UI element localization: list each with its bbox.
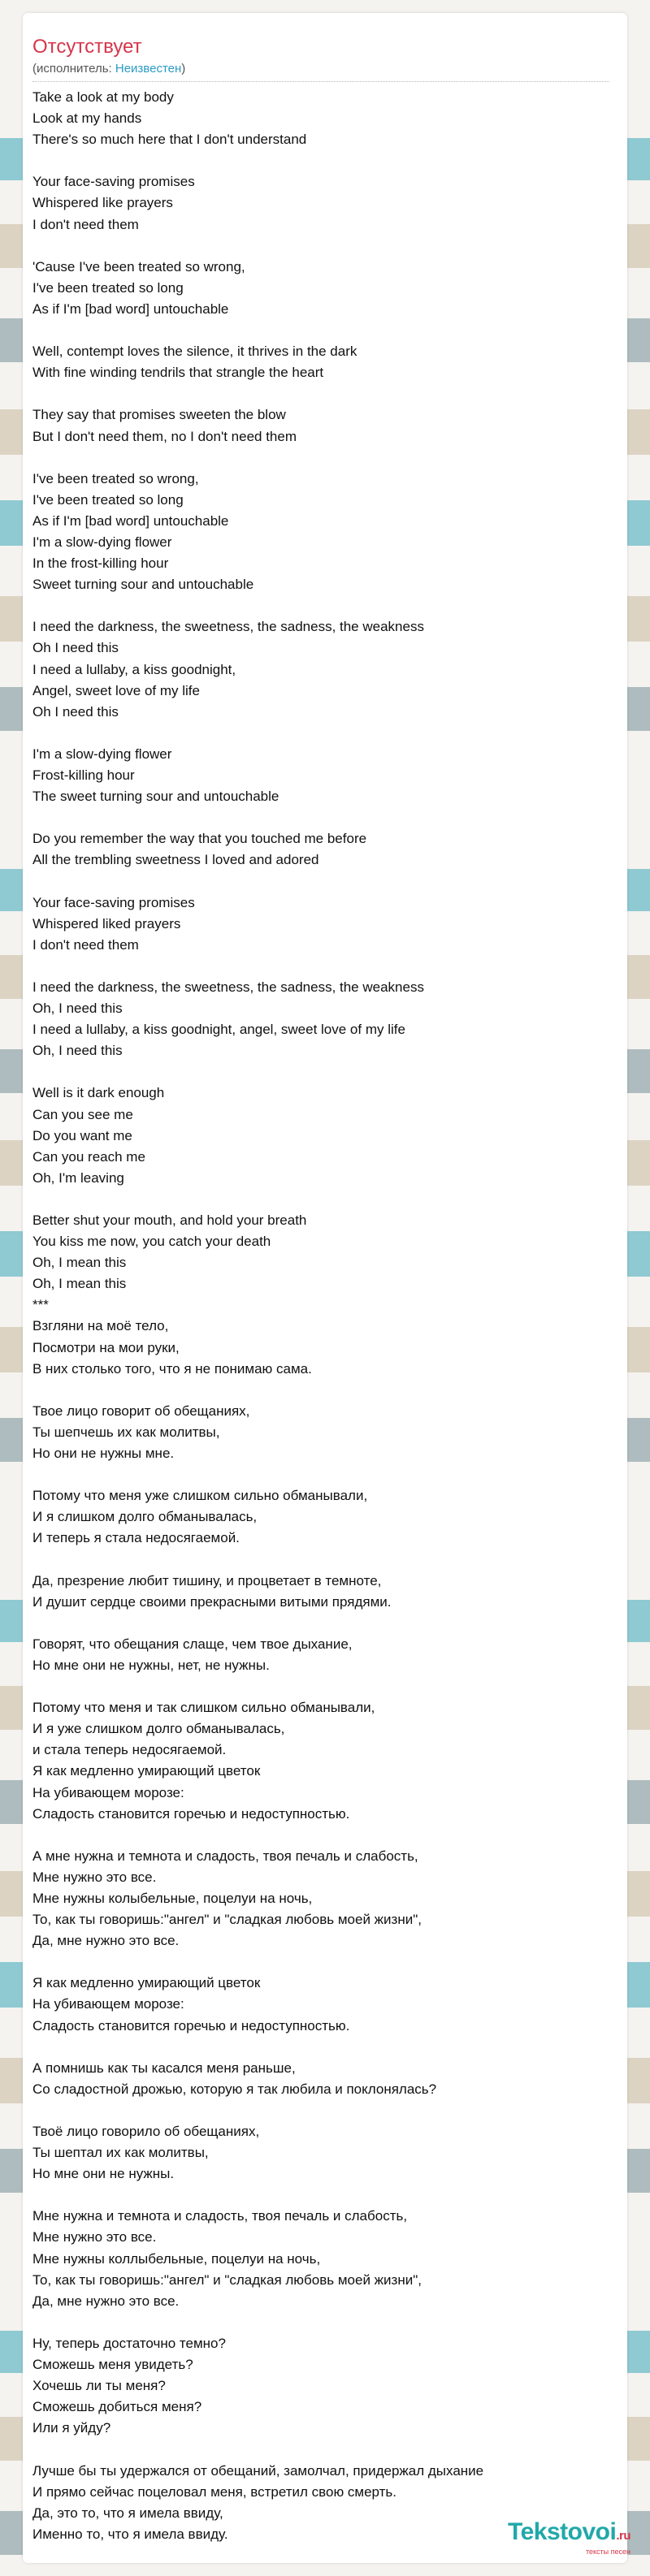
site-logo[interactable] [508,2519,630,2556]
logo-name: Tekstovoi [508,2518,617,2545]
logo-tld: .ru [616,2529,630,2543]
artist-line [32,62,185,76]
artist-prefix: (исполнитель: [32,62,115,76]
lyrics-text: Take a look at my body Look at my hands There's so much here that I don't understand Your face-saving promises Whispered like prayers I don't need them 'Cause I've been treated so wrong, I've been treated so long As if I'm [bad word] untouchable Well, contempt loves the silence, it thrives in the dark With fine winding tendrils that strangle the heart They say that promises sweeten the blow But I don't need them, no I don't need them I've been treated so wrong, I've been treated so long As if I'm [bad word] untouchable I'm a slow-dying flower In the frost-killing hour Sweet turning sour and untouchable I need the darkness, the sweetness, the sadness, the weakness Oh I need this I need a lullaby, a kiss goodnight, Angel, sweet love of my life Oh I need this I'm a slow-dying flower Frost-killing hour The sweet turning sour and untouchable Do you remember the way that you touched me before All the trembling sweetness I loved and adored Your face-saving promises Whispered liked prayers I don't need them I need the darkness, the sweetness, the sadness, the weakness Oh, I need this I need a lullaby, a kiss goodnight, angel, sweet love of my life Oh, I need this Well is it dark enough Can you see me Do you want me Can you reach me Oh, I'm leaving Better shut your mouth, and hold your breath You kiss me now, you catch your death Oh, I mean this Oh, I mean this *** Взгляни на моё тело, Посмотри на мои руки, В них столько того, что я не понимаю сама. Твое лицо говорит об обещаниях, Ты шепчешь их как молитвы, Но они не нужны мне. Потому что меня уже слишком сильно обманывали, И я слишком долго обманывалась, И теперь я стала недосягаемой. Да, презрение любит тишину, и процветает в темноте, И душит сердце своими прекрасными витыми прядями. Говорят, что обещания слаще, чем твое дыхание, Но мне они не нужны, нет, не нужны. Потому что меня и так слишком сильно обманывали, И я уже слишком долго обманывалась, и стала теперь недосягаемой. Я как медленно умирающий цветок На убивающем морозе: Сладость становится горечью и недоступностью. А мне нужна и темнота и сладость, твоя печаль и слабость, Мне нужно это все. Мне нужны колыбельные, поцелуи на ночь, То, как ты говоришь:"ангел" и "сладкая любовь моей жизни", Да, мне нужно это все. Я как медленно умирающий цветок На убивающем морозе: Сладость становится горечью и недоступностью. А помнишь как ты касался меня раньше, Со сладостной дрожью, которую я так любила и поклонялась? Твоё лицо говорило об обещаниях, Ты шептал их как молитвы, Но мне они не нужны. Мне нужна и темнота и сладость, твоя печаль и слабость, Мне нужно это все. Мне нужны коллыбельные, поцелуи на ночь, То, как ты говоришь:"ангел" и "сладкая любовь моей жизни", Да, мне нужно это все. Ну, теперь достаточно темно? Сможешь меня увидеть? Хочешь ли ты меня? Сможешь добиться меня? Или я уйду? Лучше бы ты удержался от обещаний, замолчал, придержал дыхание И прямо сейчас поцеловал меня, встретил свою смерть. Да, это то, что я имела ввиду, Именно то, что я имела ввиду. [32,89,484,2542]
song-title: Отсутствует [32,36,142,58]
lyrics-card [23,13,627,2563]
artist-link[interactable]: Неизвестен [115,62,182,76]
logo-tagline: тексты песен [585,2548,630,2556]
title-divider [32,81,609,82]
artist-suffix: ) [181,62,186,76]
logo-wordmark [508,2519,630,2549]
